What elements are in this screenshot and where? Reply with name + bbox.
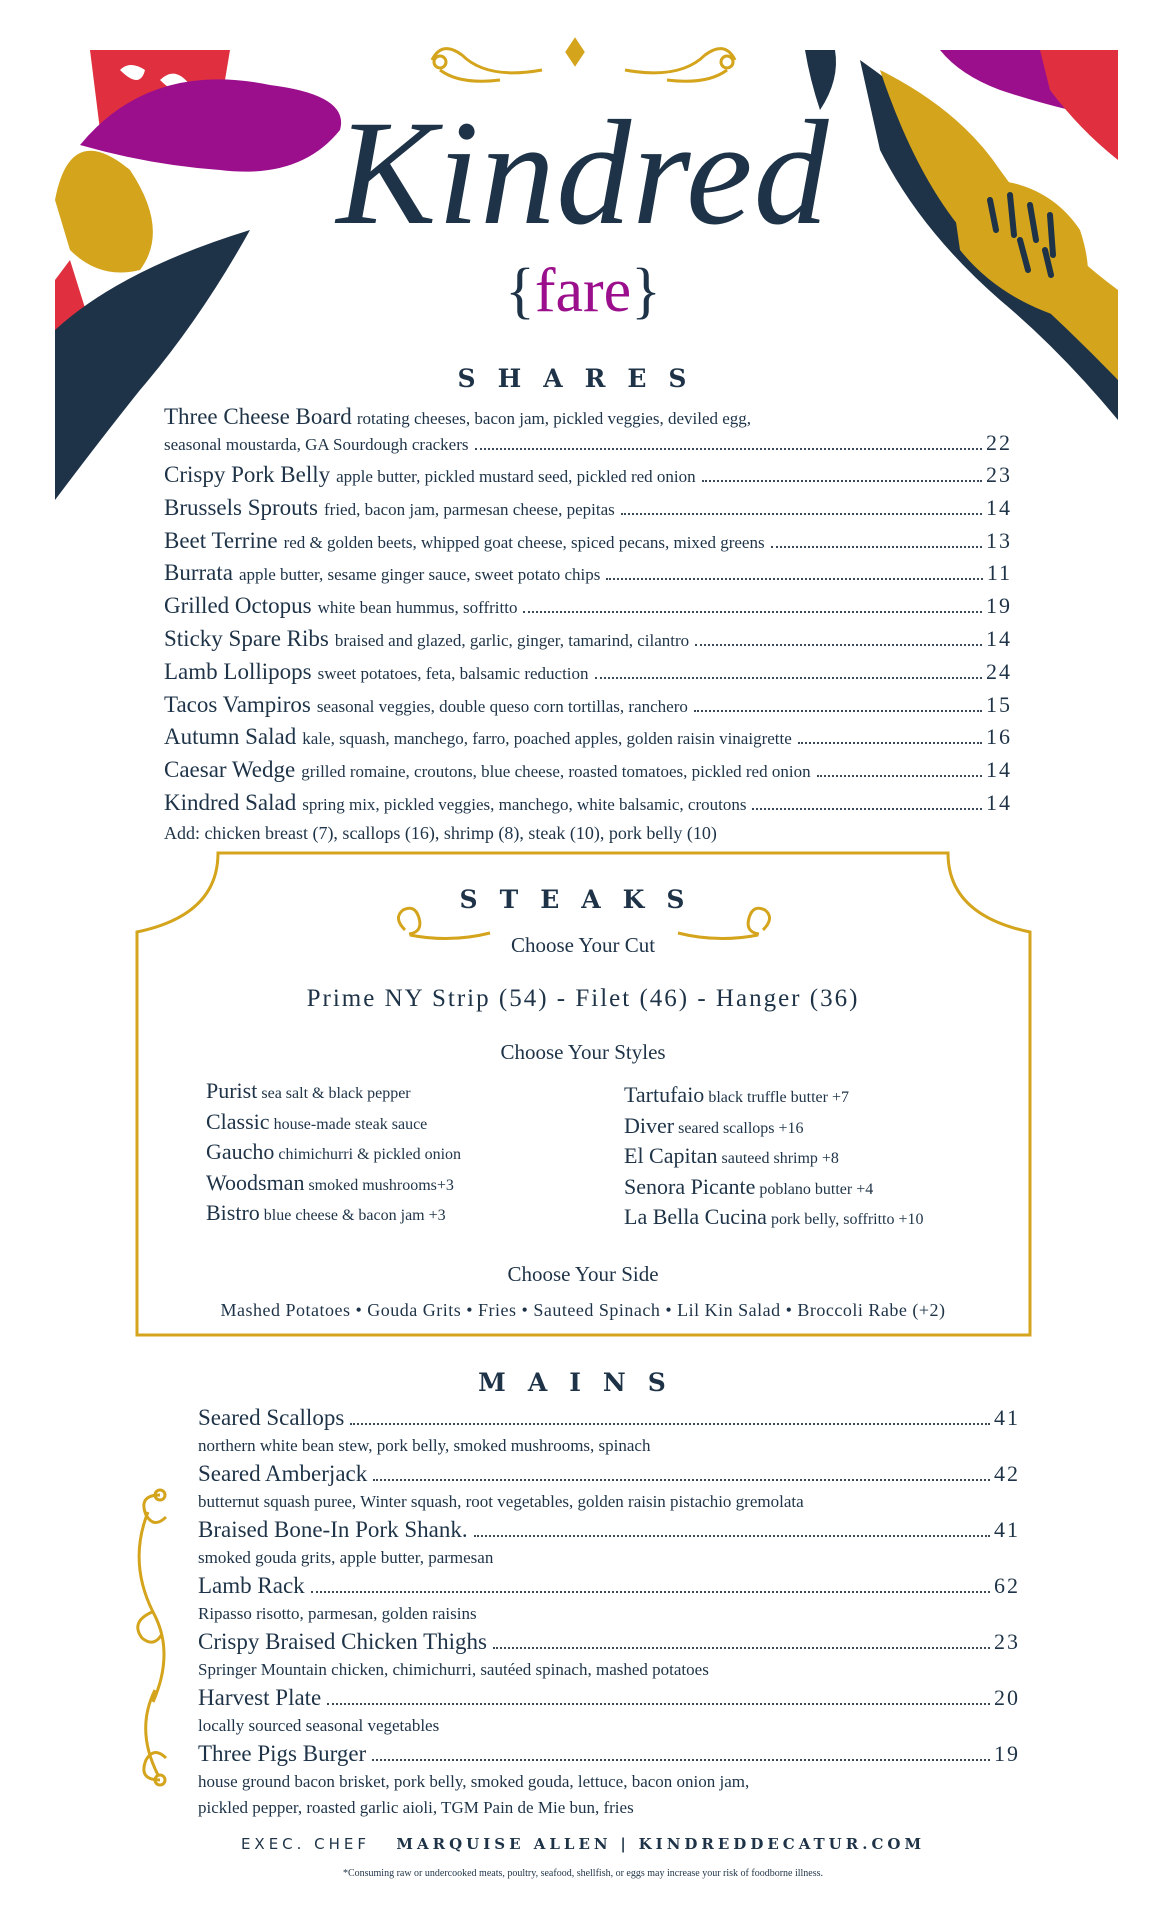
share-item — [164, 462, 1012, 495]
shares-title: SHARES — [457, 364, 709, 393]
shares-addon-line: Add: chicken breast (7), scallops (16), shrimp (8), steak (10), pork belly (10) — [164, 822, 717, 843]
style-name: Tartufaio — [624, 1082, 705, 1107]
brand-open-brace: { — [505, 257, 535, 325]
share-item-three-cheese-board — [164, 404, 1012, 462]
share-name: Three Cheese Board — [164, 404, 352, 429]
style-desc: poblano butter +4 — [759, 1180, 874, 1198]
main-item — [198, 1517, 1020, 1573]
share-desc: spring mix, pickled veggies, manchego, white balsamic, croutons — [302, 794, 747, 814]
share-price: 19 — [986, 593, 1012, 619]
choose-side-heading: Choose Your Side — [507, 1262, 659, 1286]
style-item — [624, 1113, 924, 1144]
main-item — [198, 1741, 1020, 1823]
shares-list — [164, 404, 1012, 844]
dot-leader — [327, 1703, 990, 1705]
style-desc: house-made steak sauce — [273, 1115, 428, 1133]
share-item — [164, 724, 1012, 757]
main-name: Three Pigs Burger — [198, 1741, 367, 1766]
share-name: Caesar Wedge — [164, 757, 296, 783]
share-desc: kale, squash, manchego, farro, poached apples, golden raisin vinaigrette — [302, 729, 792, 749]
dot-leader — [798, 742, 982, 744]
style-item — [624, 1204, 924, 1235]
share-desc: apple butter, sesame ginger sauce, sweet potato chips — [238, 565, 601, 585]
share-item — [164, 528, 1012, 561]
chef-label: EXEC. CHEF — [240, 1835, 371, 1853]
main-desc: locally sourced seasonal vegetables — [198, 1716, 440, 1735]
main-item — [198, 1629, 1020, 1685]
share-price: 15 — [986, 691, 1012, 717]
dot-leader — [771, 546, 982, 548]
style-desc: blue cheese & bacon jam +3 — [263, 1207, 446, 1224]
chef-name: MARQUISE ALLEN — [396, 1835, 612, 1853]
share-name: Tacos Vampiros — [164, 691, 311, 717]
share-name: Burrata — [164, 560, 233, 586]
dot-leader — [702, 480, 982, 482]
choose-styles-heading: Choose Your Styles — [500, 1040, 666, 1064]
share-item — [164, 495, 1012, 528]
style-desc: black truffle butter +7 — [708, 1089, 849, 1106]
style-desc: pork belly, soffritto +10 — [770, 1211, 924, 1228]
dot-leader — [694, 710, 982, 712]
share-price: 23 — [986, 462, 1012, 487]
share-desc: white bean hummus, soffritto — [317, 598, 518, 618]
share-item — [164, 593, 1012, 626]
brand-close-brace: } — [631, 257, 661, 325]
dot-leader — [373, 1479, 990, 1481]
style-item — [206, 1170, 461, 1201]
share-desc: fried, bacon jam, parmesan cheese, pepitas — [324, 499, 615, 519]
share-desc: grilled romaine, croutons, blue cheese, roasted tomatoes, pickled red onion — [301, 762, 811, 782]
share-name: Lamb Lollipops — [164, 658, 312, 684]
share-price: 13 — [986, 527, 1012, 553]
share-price: 11 — [986, 560, 1012, 586]
share-price: 16 — [986, 724, 1012, 750]
share-name: Brussels Sprouts — [164, 494, 318, 520]
share-price: 22 — [986, 430, 1012, 455]
share-desc: rotating cheeses, bacon jam, pickled veggies, deviled egg, — [356, 409, 752, 428]
main-desc: house ground bacon brisket, pork belly, smoked gouda, lettuce, bacon onion jam, — [198, 1772, 750, 1791]
share-desc: apple butter, pickled mustard seed, pickled red onion — [336, 467, 696, 486]
share-name: Grilled Octopus — [164, 593, 312, 619]
share-name: Crispy Pork Belly — [164, 462, 331, 487]
main-name: Seared Amberjack — [198, 1461, 368, 1486]
share-desc: red & golden beets, whipped goat cheese, spiced pecans, mixed greens — [283, 532, 765, 552]
style-item — [624, 1174, 924, 1205]
footer-chef-line — [0, 1835, 1166, 1853]
dot-leader — [752, 808, 982, 810]
style-name: Woodsman — [206, 1169, 305, 1195]
main-price: 62 — [994, 1573, 1020, 1598]
steaks-title: STEAKS — [459, 885, 707, 914]
foodborne-disclaimer: *Consuming raw or undercooked meats, poultry, seafood, shellfish, or eggs may increase your risk of foodborne illness. — [342, 1868, 824, 1879]
main-item — [198, 1685, 1020, 1741]
main-item — [198, 1461, 1020, 1517]
share-name: Autumn Salad — [164, 724, 297, 750]
share-item — [164, 659, 1012, 692]
style-item — [624, 1082, 924, 1113]
brand-script-title: Kindred — [336, 90, 830, 256]
main-item — [198, 1573, 1020, 1629]
main-desc: Springer Mountain chicken, chimichurri, sautéed spinach, mashed potatoes — [198, 1660, 709, 1679]
main-price: 41 — [994, 1517, 1020, 1542]
style-item — [624, 1143, 924, 1174]
dot-leader — [475, 448, 982, 450]
style-name: Purist — [206, 1078, 258, 1103]
style-item — [206, 1078, 461, 1109]
main-item — [198, 1405, 1020, 1461]
style-name: Gaucho — [206, 1139, 275, 1164]
share-price: 14 — [986, 757, 1012, 783]
share-desc: sweet potatoes, feta, balsamic reduction — [317, 663, 589, 683]
share-price: 14 — [986, 494, 1012, 520]
share-item — [164, 560, 1012, 593]
brand-sub-word: fare — [534, 257, 632, 325]
website-link[interactable]: KINDREDDECATUR.COM — [638, 1835, 926, 1853]
share-item — [164, 626, 1012, 659]
style-name: Diver — [624, 1112, 675, 1138]
share-name: Beet Terrine — [164, 527, 278, 553]
share-desc: braised and glazed, garlic, ginger, tamarind, cilantro — [334, 630, 690, 650]
dot-leader — [695, 644, 982, 646]
dot-leader — [311, 1591, 990, 1593]
dot-leader — [595, 677, 982, 679]
dot-leader — [606, 578, 982, 580]
dot-leader — [817, 775, 982, 777]
mains-list — [198, 1405, 1020, 1823]
steak-cuts: Prime NY Strip (54) - Filet (46) - Hanger (36) — [306, 985, 860, 1012]
main-price: 23 — [994, 1629, 1020, 1654]
dot-leader — [474, 1535, 990, 1537]
side-options: Mashed Potatoes • Gouda Grits • Fries • Sauteed Spinach • Lil Kin Salad • Broccoli Rabe (+2) — [220, 1300, 946, 1320]
mains-title: MAINS — [478, 1368, 688, 1397]
style-name: La Bella Cucina — [624, 1204, 767, 1229]
style-desc: sea salt & black pepper — [261, 1085, 411, 1102]
choose-cut-heading: Choose Your Cut — [510, 933, 656, 957]
share-item — [164, 757, 1012, 790]
style-item — [206, 1139, 461, 1170]
style-name: Bistro — [206, 1200, 260, 1225]
style-name: Classic — [206, 1108, 270, 1134]
style-desc: seared scallops +16 — [678, 1119, 804, 1137]
style-name: Senora Picante — [624, 1173, 756, 1199]
dot-leader — [621, 513, 982, 515]
main-name: Lamb Rack — [198, 1573, 305, 1598]
main-desc: smoked gouda grits, apple butter, parmesan — [198, 1548, 494, 1567]
share-item — [164, 692, 1012, 725]
dot-leader — [372, 1759, 990, 1761]
main-name: Harvest Plate — [198, 1685, 322, 1710]
main-price: 19 — [994, 1741, 1020, 1766]
style-item — [206, 1200, 461, 1231]
style-name: El Capitan — [624, 1143, 718, 1168]
main-price: 41 — [994, 1405, 1020, 1430]
dot-leader — [523, 611, 982, 613]
brand-subtitle — [0, 256, 1166, 326]
main-price: 42 — [994, 1461, 1020, 1486]
top-flourish — [432, 40, 735, 81]
style-desc: sauteed shrimp +8 — [721, 1150, 839, 1167]
main-price: 20 — [994, 1685, 1020, 1710]
share-name: Sticky Spare Ribs — [164, 625, 329, 651]
share-price: 24 — [986, 658, 1012, 684]
footer-separator: | — [620, 1835, 630, 1853]
main-name: Braised Bone-In Pork Shank. — [198, 1517, 468, 1542]
main-desc: butternut squash puree, Winter squash, root vegetables, golden raisin pistachio gremolata — [198, 1492, 804, 1511]
style-item — [206, 1109, 461, 1140]
styles-right-list — [624, 1082, 924, 1235]
main-name: Seared Scallops — [198, 1405, 345, 1430]
main-desc: Ripasso risotto, parmesan, golden raisins — [198, 1604, 477, 1623]
dot-leader — [350, 1423, 990, 1425]
dot-leader — [493, 1647, 990, 1649]
main-name: Crispy Braised Chicken Thighs — [198, 1629, 487, 1654]
style-desc: chimichurri & pickled onion — [278, 1146, 462, 1163]
share-price: 14 — [986, 625, 1012, 651]
style-desc: smoked mushrooms+3 — [308, 1176, 454, 1194]
mains-side-flourish — [138, 1490, 166, 1785]
share-price: 14 — [986, 789, 1012, 815]
share-item — [164, 790, 1012, 823]
main-desc: northern white bean stew, pork belly, smoked mushrooms, spinach — [198, 1436, 651, 1455]
share-desc: seasonal veggies, double queso corn tortillas, ranchero — [316, 696, 688, 716]
share-desc-2: seasonal moustarda, GA Sourdough crackers — [164, 435, 469, 454]
main-desc-2: pickled pepper, roasted garlic aioli, TGM Pain de Mie bun, fries — [198, 1798, 634, 1817]
share-name: Kindred Salad — [164, 789, 297, 815]
styles-left-list — [206, 1078, 461, 1231]
